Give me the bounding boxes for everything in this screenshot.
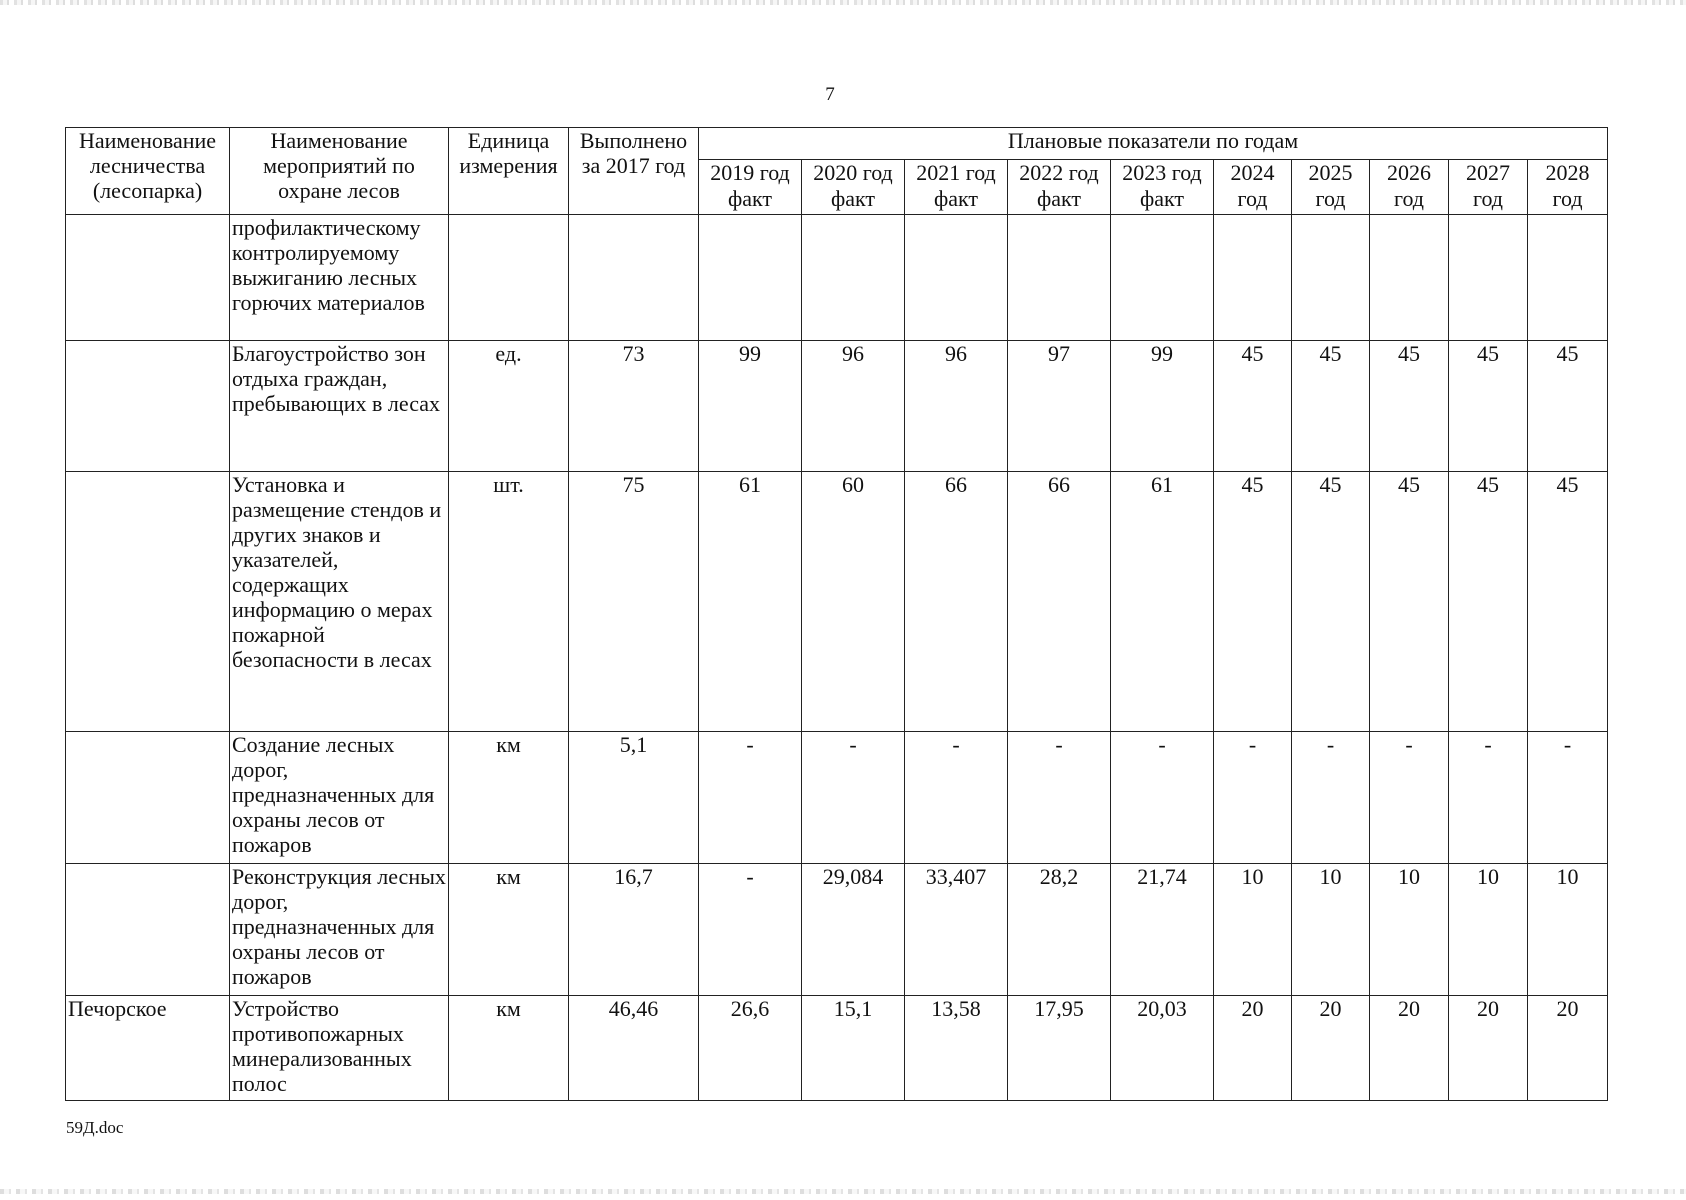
year-value-cell <box>1111 215 1214 341</box>
year-value-cell: 45 <box>1214 472 1292 732</box>
table-row <box>66 732 1608 864</box>
year-value-cell <box>1370 215 1449 341</box>
forestry-cell <box>66 864 230 996</box>
year-value-cell <box>1292 215 1370 341</box>
header-forestry: Наименование лесничества (лесопарка) <box>66 128 230 215</box>
year-value-cell: - <box>1214 732 1292 864</box>
header-year: 2024 год <box>1214 160 1292 215</box>
year-value-cell: 20 <box>1370 996 1449 1101</box>
year-value-cell: 17,95 <box>1008 996 1111 1101</box>
done-2017-cell: 5,1 <box>569 732 699 864</box>
year-value-cell: 45 <box>1370 472 1449 732</box>
document-filename: 59Д.doc <box>66 1118 124 1137</box>
year-value-cell: - <box>1292 732 1370 864</box>
year-value-cell: 13,58 <box>905 996 1008 1101</box>
year-value-cell <box>1449 215 1528 341</box>
unit-cell <box>449 215 569 341</box>
done-2017-cell: 16,7 <box>569 864 699 996</box>
header-year: 2020 год факт <box>802 160 905 215</box>
header-unit: Единица измерения <box>449 128 569 215</box>
year-value-cell: 66 <box>1008 472 1111 732</box>
done-2017-cell: 46,46 <box>569 996 699 1101</box>
year-value-cell: - <box>905 732 1008 864</box>
year-value-cell: 10 <box>1528 864 1608 996</box>
year-value-cell <box>802 215 905 341</box>
unit-cell: шт. <box>449 472 569 732</box>
year-value-cell: 99 <box>1111 341 1214 472</box>
year-value-cell: 45 <box>1449 341 1528 472</box>
year-value-cell: 61 <box>699 472 802 732</box>
scan-edge-top <box>0 0 1686 5</box>
year-value-cell: - <box>699 864 802 996</box>
year-value-cell <box>905 215 1008 341</box>
year-value-cell: 20 <box>1449 996 1528 1101</box>
unit-cell: км <box>449 996 569 1101</box>
year-value-cell: - <box>699 732 802 864</box>
unit-cell: ед. <box>449 341 569 472</box>
year-value-cell: 20 <box>1214 996 1292 1101</box>
year-value-cell: 61 <box>1111 472 1214 732</box>
year-value-cell: 15,1 <box>802 996 905 1101</box>
year-value-cell: 60 <box>802 472 905 732</box>
year-value-cell: - <box>1449 732 1528 864</box>
year-value-cell: 29,084 <box>802 864 905 996</box>
year-value-cell: 10 <box>1370 864 1449 996</box>
measure-name-cell: Создание лесных дорог, предназначенных для охраны лесов от пожаров <box>230 732 449 864</box>
year-value-cell: 45 <box>1292 472 1370 732</box>
page-number: 7 <box>825 84 835 105</box>
header-year: 2021 год факт <box>905 160 1008 215</box>
forestry-cell <box>66 732 230 864</box>
year-value-cell: 66 <box>905 472 1008 732</box>
year-value-cell <box>1528 215 1608 341</box>
year-value-cell: - <box>1370 732 1449 864</box>
header-year: 2026 год <box>1370 160 1449 215</box>
header-measure: Наименование мероприятий по охране лесов <box>230 128 449 215</box>
header-year: 2025 год <box>1292 160 1370 215</box>
scan-edge-bottom <box>0 1189 1686 1194</box>
table-row <box>66 341 1608 472</box>
year-value-cell: 45 <box>1528 472 1608 732</box>
year-value-cell: 10 <box>1449 864 1528 996</box>
year-value-cell: 97 <box>1008 341 1111 472</box>
year-value-cell: 45 <box>1292 341 1370 472</box>
done-2017-cell <box>569 215 699 341</box>
year-value-cell: 26,6 <box>699 996 802 1101</box>
measure-name-cell: профилактическому контролируемому выжиганию лесных горючих материалов <box>230 215 449 341</box>
year-value-cell: 99 <box>699 341 802 472</box>
forestry-cell: Печорское <box>66 996 230 1101</box>
header-year: 2022 год факт <box>1008 160 1111 215</box>
forestry-cell <box>66 341 230 472</box>
table-row <box>66 472 1608 732</box>
header-year: 2019 год факт <box>699 160 802 215</box>
measure-name-cell: Реконструкция лесных дорог, предназначенных для охраны лесов от пожаров <box>230 864 449 996</box>
fire-protection-measures-table <box>65 127 1608 1101</box>
year-value-cell <box>1214 215 1292 341</box>
year-value-cell: 45 <box>1214 341 1292 472</box>
year-value-cell: 96 <box>905 341 1008 472</box>
year-value-cell: 28,2 <box>1008 864 1111 996</box>
done-2017-cell: 75 <box>569 472 699 732</box>
year-value-cell: - <box>1528 732 1608 864</box>
year-value-cell: 20,03 <box>1111 996 1214 1101</box>
year-value-cell <box>1008 215 1111 341</box>
year-value-cell: 45 <box>1528 341 1608 472</box>
year-value-cell <box>699 215 802 341</box>
year-value-cell: - <box>802 732 905 864</box>
header-year: 2027 год <box>1449 160 1528 215</box>
table-row <box>66 864 1608 996</box>
measure-name-cell: Устройство противопожарных минерализованных полос <box>230 996 449 1101</box>
year-value-cell: 21,74 <box>1111 864 1214 996</box>
header-year: 2023 год факт <box>1111 160 1214 215</box>
header-done-2017: Выполнено за 2017 год <box>569 128 699 215</box>
year-value-cell: 33,407 <box>905 864 1008 996</box>
year-value-cell: 10 <box>1292 864 1370 996</box>
forestry-cell <box>66 472 230 732</box>
measure-name-cell: Благоустройство зон отдыха граждан, пребывающих в лесах <box>230 341 449 472</box>
unit-cell: км <box>449 732 569 864</box>
table-row <box>66 215 1608 341</box>
measure-name-cell: Установка и размещение стендов и других знаков и указателей, содержащих информацию о мерах пожарной безопасности в лесах <box>230 472 449 732</box>
year-value-cell: 45 <box>1449 472 1528 732</box>
table-row <box>66 996 1608 1101</box>
done-2017-cell: 73 <box>569 341 699 472</box>
year-value-cell: 10 <box>1214 864 1292 996</box>
header-planned-by-years: Плановые показатели по годам <box>699 128 1608 160</box>
header-year: 2028 год <box>1528 160 1608 215</box>
year-value-cell: - <box>1008 732 1111 864</box>
year-value-cell: - <box>1111 732 1214 864</box>
unit-cell: км <box>449 864 569 996</box>
year-value-cell: 20 <box>1528 996 1608 1101</box>
forestry-cell <box>66 215 230 341</box>
year-value-cell: 20 <box>1292 996 1370 1101</box>
table-body <box>66 215 1608 1101</box>
year-value-cell: 96 <box>802 341 905 472</box>
year-value-cell: 45 <box>1370 341 1449 472</box>
